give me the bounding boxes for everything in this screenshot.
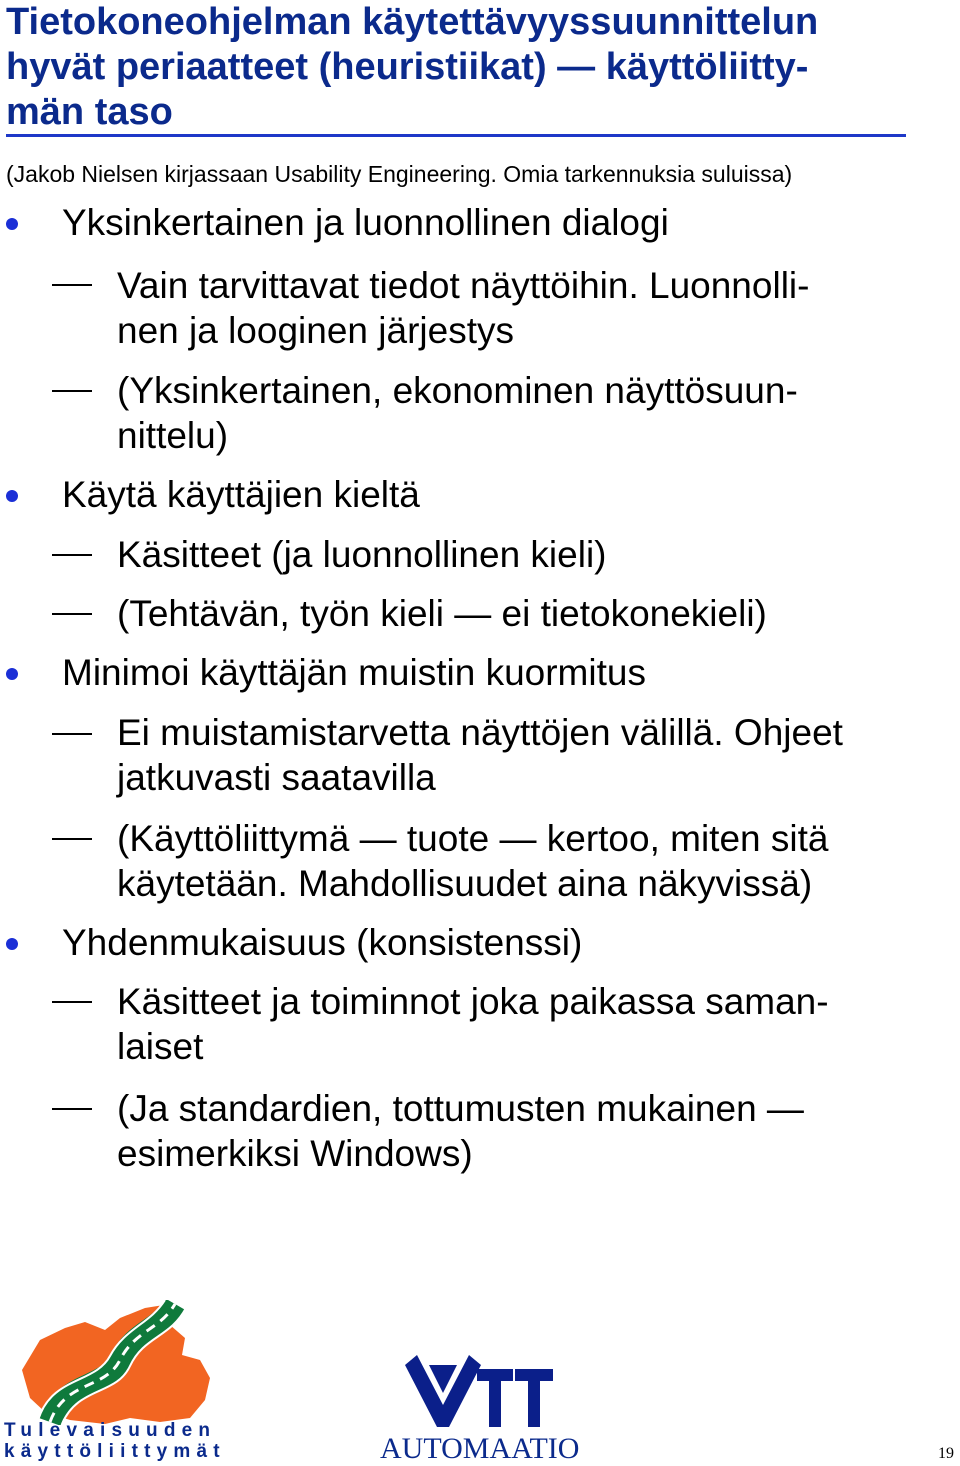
sub-item-line: (Käyttöliittymä — tuote — kertoo, miten sitä	[117, 818, 829, 859]
sub-item-line: Ei muistamistarvetta näyttöjen välillä. Ohjeet	[117, 712, 843, 753]
slide-title-line: män taso	[6, 91, 173, 133]
bullet-item: Käytä käyttäjien kieltä	[62, 474, 420, 515]
dash-icon	[52, 1108, 92, 1110]
logo-text-line: käyttöliittymät	[4, 1441, 226, 1462]
bullet-item: Minimoi käyttäjän muistin kuormitus	[62, 652, 646, 693]
sub-item-line: nen ja looginen järjestys	[117, 310, 514, 351]
sub-item-line: (Tehtävän, työn kieli — ei tietokonekieli)	[117, 593, 767, 634]
tulevaisuuden-logo-text	[4, 1420, 226, 1462]
dash-icon	[52, 1001, 92, 1003]
sub-item	[117, 816, 828, 906]
sub-item-line: Vain tarvittavat tiedot näyttöihin. Luonnolli-	[117, 265, 810, 306]
sub-item-line: (Yksinkertainen, ekonominen näyttösuun-	[117, 370, 798, 411]
automaatio-label: AUTOMAATIO	[380, 1432, 580, 1465]
vtt-logo-icon	[405, 1355, 555, 1427]
title-divider	[6, 134, 906, 137]
source-note: (Jakob Nielsen kirjassaan Usability Engineering. Omia tarkennuksia suluissa)	[6, 161, 793, 187]
tulevaisuuden-logo-icon	[10, 1300, 220, 1425]
bullet-icon	[6, 668, 18, 680]
sub-item	[117, 591, 767, 636]
dash-icon	[52, 390, 92, 392]
sub-item-line: esimerkiksi Windows)	[117, 1133, 473, 1174]
slide-title-line: Tietokoneohjelman käytettävyyssuunnittelun	[6, 1, 819, 43]
dash-icon	[52, 284, 92, 286]
sub-item-line: Käsitteet ja toiminnot joka paikassa saman-	[117, 981, 829, 1022]
bullet-item: Yksinkertainen ja luonnollinen dialogi	[62, 202, 669, 243]
slide-title	[6, 0, 906, 135]
slide-title-line: hyvät periaatteet (heuristiikat) — käyttöliitty-	[6, 46, 809, 88]
sub-item-line: nittelu)	[117, 415, 229, 456]
bullet-icon	[6, 938, 18, 950]
sub-item-line: (Ja standardien, tottumusten mukainen —	[117, 1088, 804, 1129]
dash-icon	[52, 838, 92, 840]
sub-item	[117, 263, 809, 353]
dash-icon	[52, 733, 92, 735]
bullet-item: Yhdenmukaisuus (konsistenssi)	[62, 922, 583, 963]
sub-item-line: Käsitteet (ja luonnollinen kieli)	[117, 534, 607, 575]
vtt-logo-text: VTT	[405, 1355, 407, 1356]
sub-item	[117, 368, 798, 458]
sub-item-line: laiset	[117, 1026, 204, 1067]
page-number: 19	[938, 1445, 954, 1462]
sub-item	[117, 710, 843, 800]
sub-item	[117, 1086, 804, 1176]
logo-text-line: Tulevaisuuden	[4, 1420, 217, 1441]
sub-item	[117, 979, 829, 1069]
sub-item	[117, 532, 607, 577]
sub-item-line: käytetään. Mahdollisuudet aina näkyvissä)	[117, 863, 813, 904]
dash-icon	[52, 613, 92, 615]
bullet-icon	[6, 218, 18, 230]
dash-icon	[52, 554, 92, 556]
sub-item-line: jatkuvasti saatavilla	[117, 757, 436, 798]
bullet-icon	[6, 490, 18, 502]
